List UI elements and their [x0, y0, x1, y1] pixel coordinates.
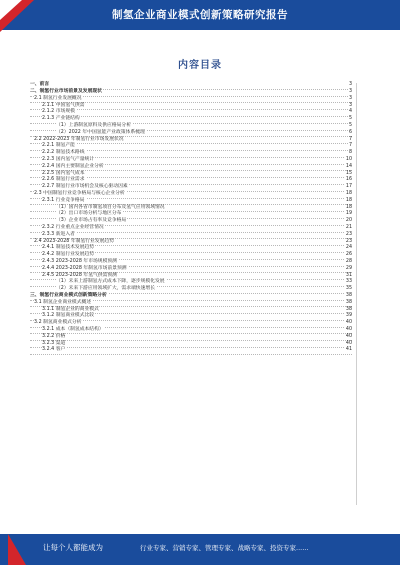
- toc-entry[interactable]: [30, 103, 352, 110]
- toc-entry-text: （3）企业市场占有率及竞争格局: [56, 218, 127, 224]
- toc-entry-text: 2.2.3 国内氢气产量统计: [42, 157, 95, 163]
- toc-entry-text: 2.4.2 制氢行业发展趋势: [42, 252, 95, 258]
- toc-entry-page: 35: [345, 286, 352, 292]
- toc-entry-page: 20: [345, 218, 352, 224]
- toc-entry-page: 17: [345, 184, 352, 190]
- toc-entry-text: 2.1.1 中国氢气供需: [42, 102, 85, 108]
- toc-entry-text: 2.2.6 制氢行业需求: [42, 177, 85, 183]
- toc-entry-text: 2.4.1 制氢技术发展趋势: [42, 245, 95, 251]
- toc-entry-page: 4: [348, 109, 352, 115]
- toc-entry-page: 5: [348, 116, 352, 122]
- toc-entry-page: 3: [348, 82, 352, 88]
- toc-entry-text: （2）出口市场分析与地区分布: [56, 211, 122, 217]
- toc-entry-page: 40: [345, 326, 352, 332]
- footer-slogan: 让每个人都能成为: [43, 543, 103, 552]
- toc-entry-page: 16: [345, 177, 352, 183]
- toc-entry-text: 2.3 中国制氢行业竞争格局与核心企业分析: [34, 191, 125, 197]
- toc-entry[interactable]: [30, 328, 352, 335]
- toc-entry-text: 三、制氢行业商业模式创新策略分析: [30, 293, 107, 298]
- toc-entry-text: 2.4 2023-2028 年制氢行业发展趋势: [34, 238, 114, 244]
- toc-entry-page: 10: [345, 157, 352, 163]
- toc-entry-page: 21: [345, 225, 352, 231]
- toc-entry-page: 8: [348, 150, 352, 156]
- toc-entry-text: 2.3.1 行业竞争格局: [42, 197, 85, 203]
- toc-entry-text: 3.2 制氢商业模式分析: [34, 320, 82, 326]
- toc-entry-text: （2）2022 年中国氢能产业政策体系梳理: [56, 129, 145, 135]
- toc-entry-text: 2.3.3 新进入者: [42, 231, 75, 237]
- toc-entry-text: 2.4.5 2023-2028 年氢气供需预测: [42, 272, 117, 278]
- toc-entry-page: 23: [345, 238, 352, 244]
- toc-entry-page: 33: [345, 279, 352, 285]
- toc-entry-text: 一、前言: [30, 82, 50, 88]
- toc-entry-page: 3: [348, 95, 352, 101]
- toc-entry-text: 2.2.1 制氢产能: [42, 143, 75, 149]
- toc-entry-page: 7: [348, 136, 352, 142]
- toc-entry-text: （1）未来上游制氢方式成本下降，逐步规模化发展: [56, 279, 165, 285]
- toc-entry[interactable]: [30, 334, 352, 341]
- toc-entry-page: 38: [345, 299, 352, 305]
- toc-entry-text: 2.2.7 制氢行业市场机会及核心驱动因素: [42, 184, 128, 190]
- toc-entry-text: 2.1.2 市场规模: [42, 109, 75, 115]
- toc-entry-page: 7: [348, 143, 352, 149]
- toc-entry-page: 31: [345, 272, 352, 278]
- toc-entry-text: 2.1 制氢行业发展概况: [34, 95, 82, 101]
- toc-entry-page: 14: [345, 163, 352, 169]
- toc-entry-page: 18: [345, 204, 352, 210]
- toc-entry-page: 18: [345, 197, 352, 203]
- toc-entry-text: 2.2.5 国内氢气成本: [42, 170, 85, 176]
- toc-entry-page: 41: [345, 347, 352, 353]
- toc-entry-page: 5: [348, 123, 352, 129]
- toc-entry-text: 3.1.1 制氢企业的商业模式: [42, 306, 99, 312]
- toc-entry-text: 2.3.2 行业重点企业经营情况: [42, 225, 104, 231]
- toc-entry-page: 40: [345, 340, 352, 346]
- toc-entry-page: 3: [348, 89, 352, 95]
- toc-entry-page: 28: [345, 259, 352, 265]
- toc-entry-text: 2.4.3 2023-2028 年市场规模预测: [42, 259, 117, 265]
- toc-entry-page: 24: [345, 245, 352, 251]
- toc-entry-text: （1）上游制氢原料及供应格局分析: [56, 123, 132, 129]
- toc-entry-text: 2.4.4 2023-2028 年制氢市场前景预测: [42, 265, 127, 271]
- toc-entry-text: 2.2.2 制氢技术路线: [42, 150, 85, 156]
- toc-entry[interactable]: [30, 226, 352, 233]
- toc-entry-page: 6: [348, 129, 352, 135]
- toc-entry[interactable]: [30, 348, 352, 355]
- toc-entry-text: 3.1 制氢企业商业模式概述: [34, 299, 92, 305]
- toc-entry-text: 3.2.3 渠道: [42, 340, 66, 346]
- toc-entry-page: 26: [345, 252, 352, 258]
- toc-entry-text: （1）国内各省市制氢项目分布及氢气应用领域情况: [56, 204, 165, 210]
- toc-entry-page: 29: [345, 265, 352, 271]
- toc-entry-page: 38: [345, 293, 352, 298]
- toc-entry-text: 3.2.1 成本（制氢成本结构）: [42, 326, 104, 332]
- toc-entry-page: 15: [345, 170, 352, 176]
- table-of-contents: [30, 83, 352, 355]
- toc-entry-text: 3.2.4 客户: [42, 347, 66, 353]
- toc-entry-page: 40: [345, 320, 352, 326]
- toc-entry-page: 40: [345, 333, 352, 339]
- toc-entry[interactable]: [30, 137, 352, 144]
- toc-entry-text: 2.2.4 国内主要制氢企业分析: [42, 163, 104, 169]
- toc-entry-text: 3.1.2 制氢商业模式比较: [42, 313, 95, 319]
- toc-entry-page: 39: [345, 313, 352, 319]
- toc-entry-page: 19: [345, 211, 352, 217]
- footer-tags: 行业专家、营销专家、管理专家、战略专家、投资专家......: [140, 544, 309, 552]
- toc-entry[interactable]: [30, 341, 352, 348]
- page-edge-line: [352, 83, 357, 505]
- toc-entry-text: 2.1.3 产业链结构: [42, 116, 80, 122]
- toc-heading: 内容目录: [178, 60, 222, 71]
- toc-entry-page: 38: [345, 306, 352, 312]
- report-title: 制氢企业商业模式创新策略研究报告: [112, 9, 288, 21]
- footer-red-corner: [8, 534, 26, 565]
- toc-entry-page: 23: [345, 231, 352, 237]
- toc-entry-text: 3.2.2 价格: [42, 333, 66, 339]
- toc-entry-page: 18: [345, 191, 352, 197]
- toc-entry-text: 二、制氢行业市场前景及发展现状: [30, 89, 102, 95]
- toc-entry-text: 2.2 2022-2023 年制氢行业市场发展状况: [34, 136, 124, 142]
- toc-entry-page: 3: [348, 102, 352, 108]
- toc-entry-text: （2）未来下游应用领域扩大，需求端快速增长: [56, 286, 155, 292]
